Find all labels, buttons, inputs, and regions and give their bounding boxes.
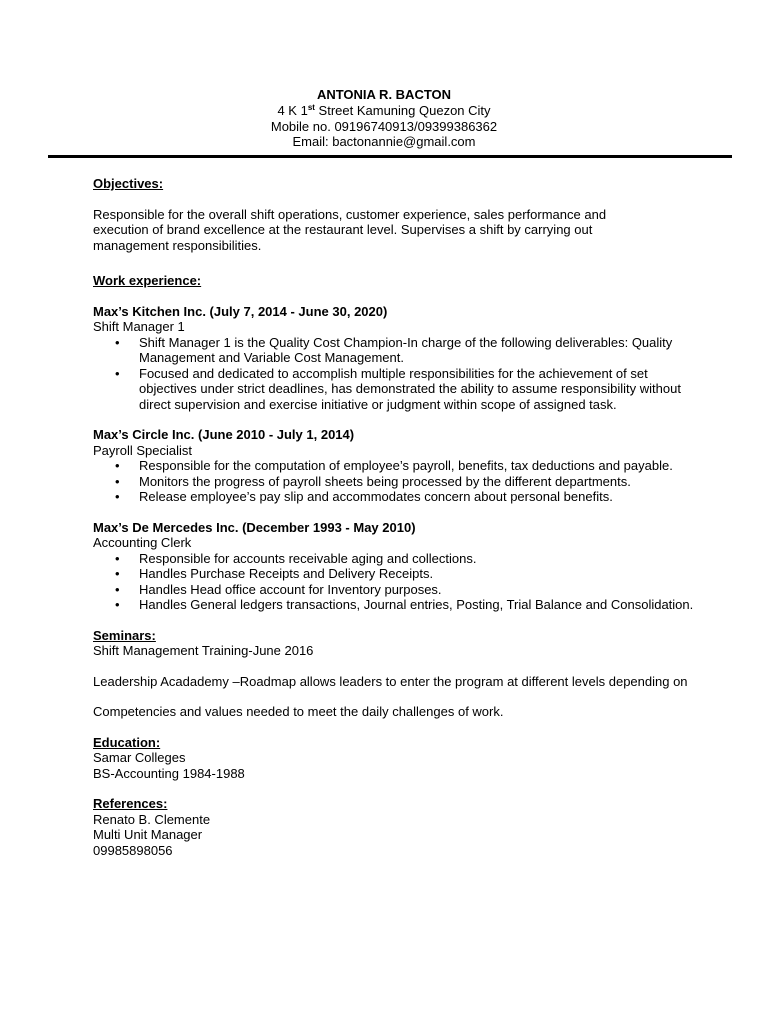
job-duties-list [93,551,743,613]
duty-item [93,597,695,613]
bullet-icon: • [115,489,120,504]
objectives-heading: Objectives: [93,176,164,191]
bullet-icon: • [115,334,120,350]
address-line [0,103,768,119]
education-heading: Education: [93,734,161,750]
bullet-icon: • [115,458,120,473]
job-position: Payroll Specialist [93,442,192,458]
work-experience-heading: Work experience: [93,273,202,288]
email-line: Email: bactonannie@gmail.com [292,134,476,149]
reference-role: Multi Unit Manager [93,827,203,842]
duty-text: Handles General ledgers transactions, Journal entries, Posting, Trial Balance and Consolidation. [139,597,694,612]
reference-name: Renato B. Clemente [93,811,211,827]
job-position: Accounting Clerk [93,535,192,550]
duty-item [93,474,695,490]
duty-item [93,551,695,567]
reference-phone: 09985898056 [93,842,173,858]
duty-item [93,582,695,598]
resume-header [0,87,768,150]
seminars-heading: Seminars: [93,627,156,643]
bullet-icon: • [115,566,120,581]
job-duties-list [93,335,743,413]
duty-text: Shift Manager 1 is the Quality Cost Champion-In charge of the following deliverables: Quality Management and Variable Cost Management. [139,334,673,365]
duty-item [93,366,695,413]
seminar-item: Leadership Acadademy –Roadmap allows leaders to enter the program at different levels depending on [93,673,688,689]
address-prefix: 4 K 1 [277,103,308,118]
education-degree: BS-Accounting 1984-1988 [93,765,245,781]
duty-text: Responsible for the computation of employee’s payroll, benefits, tax deductions and payable. [139,458,673,473]
education-school: Samar Colleges [93,750,186,765]
job-company: Max’s Circle Inc. (June 2010 - July 1, 2014) [93,427,355,442]
job-duties-list [93,458,743,505]
address-suffix: Street Kamuning Quezon City [314,103,491,118]
resume-body [93,176,743,858]
duty-text: Release employee’s pay slip and accommodates concern about personal benefits. [139,489,613,504]
bullet-icon: • [115,473,120,489]
duty-text: Responsible for accounts receivable aging and collections. [139,550,477,566]
job-company: Max’s Kitchen Inc. (July 7, 2014 - June 30, 2020) [93,303,388,319]
mobile-line: Mobile no. 09196740913/09399386362 [270,118,498,134]
duty-text: Handles Head office account for Inventory purposes. [139,581,442,597]
bullet-icon: • [115,365,120,381]
bullet-icon: • [115,581,120,597]
seminar-item: Competencies and values needed to meet the daily challenges of work. [93,704,504,719]
bullet-icon: • [115,597,120,612]
duty-item [93,566,695,582]
address-superscript: st [307,103,315,112]
objectives-text: Responsible for the overall shift operations, customer experience, sales performance and execution of brand excellence at the restaurant level. Supervises a shift by carrying out management responsibilities. [93,206,607,253]
job-position: Shift Manager 1 [93,319,185,334]
duty-item [93,458,695,474]
bullet-icon: • [115,550,120,566]
references-heading: References: [93,796,168,811]
duty-text: Monitors the progress of payroll sheets being processed by the different departments. [139,473,631,489]
applicant-name: ANTONIA R. BACTON [316,87,452,102]
header-divider [48,155,732,158]
duty-text: Handles Purchase Receipts and Delivery Receipts. [139,566,434,581]
duty-item [93,335,695,366]
duty-item [93,489,695,505]
duty-text: Focused and dedicated to accomplish multiple responsibilities for the achievement of set objectives under strict deadlines, has demonstrated the ability to assume responsibility without direct supervision and exercise initiative or judgment within scope of assigned task. [139,365,681,412]
seminar-item: Shift Management Training-June 2016 [93,643,314,658]
job-company: Max’s De Mercedes Inc. (December 1993 - May 2010) [93,519,416,535]
